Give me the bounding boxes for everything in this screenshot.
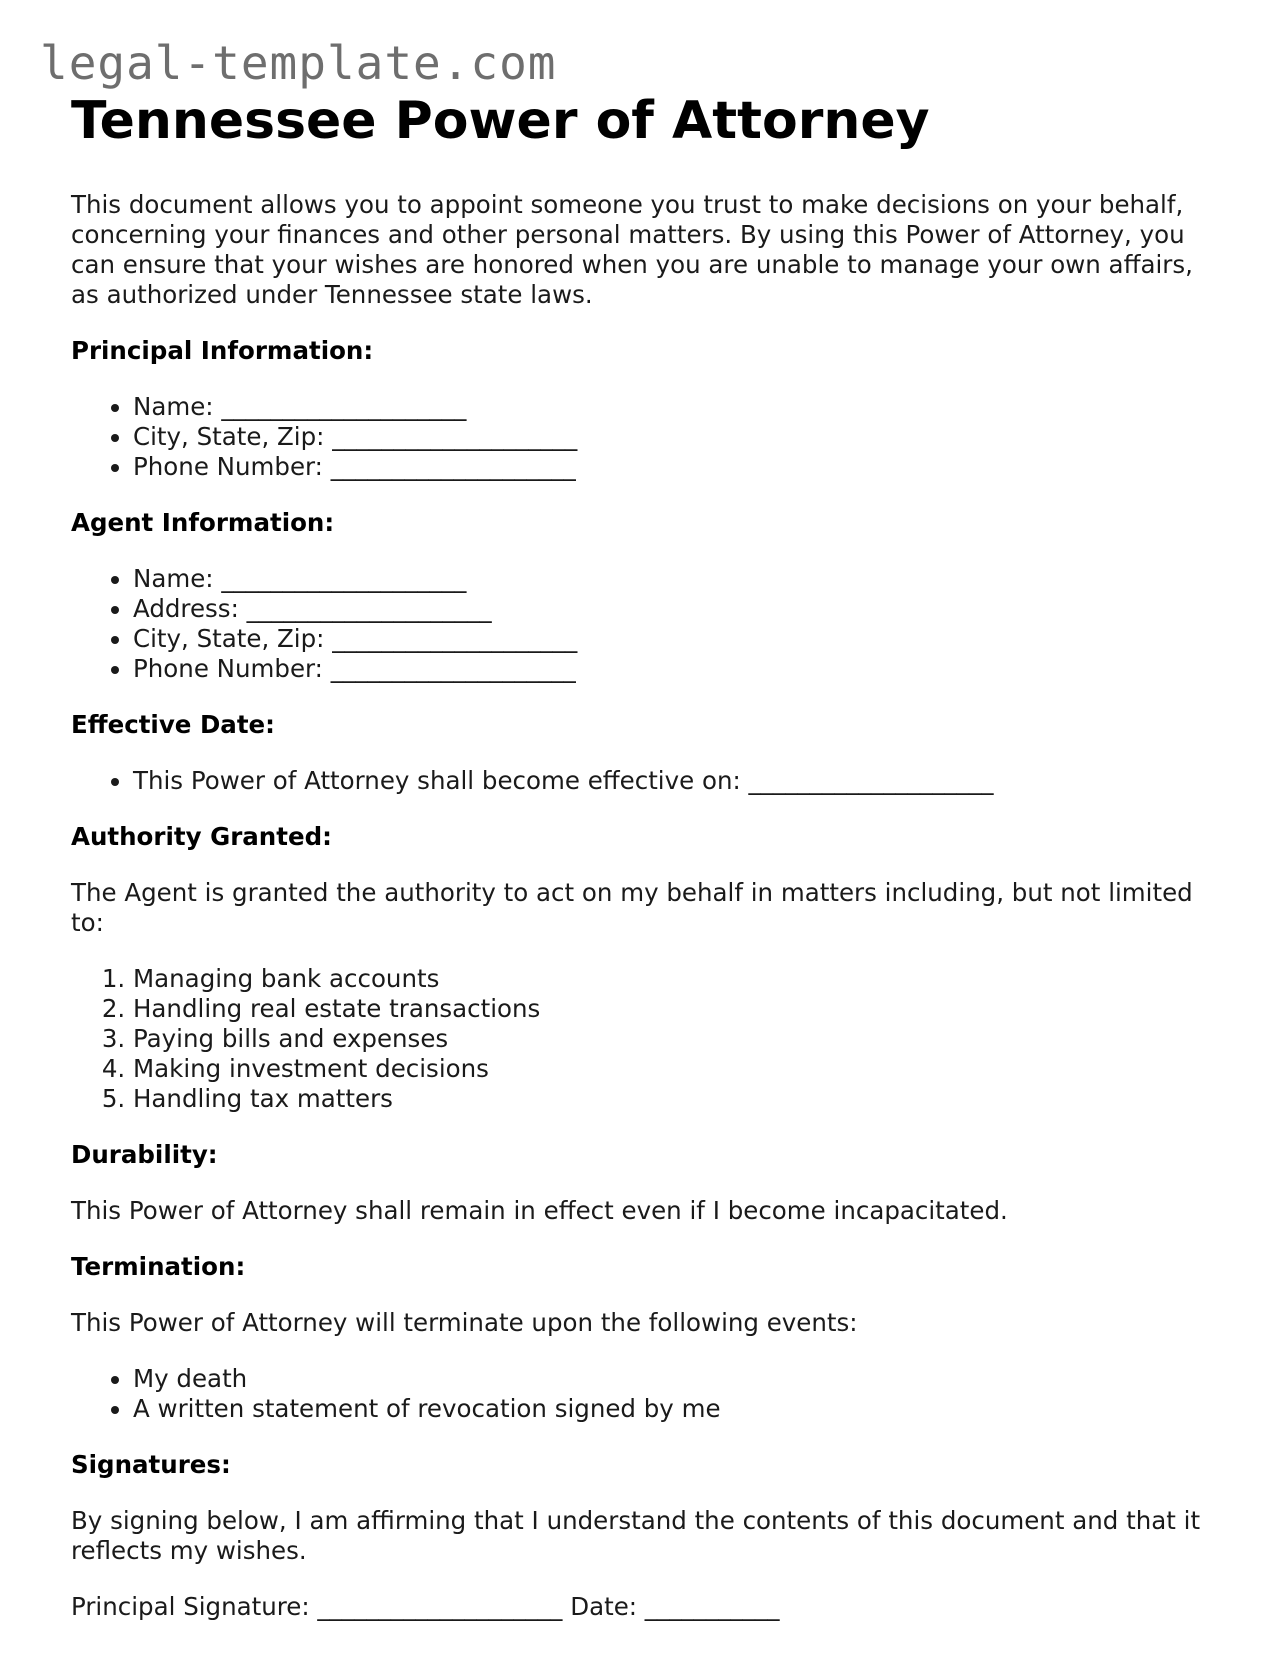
signatures-paragraph: By signing below, I am affirming that I understand the contents of this document and that it reflects my wishes. xyxy=(71,1506,1201,1565)
authority-paragraph: The Agent is granted the authority to act on my behalf in matters including, but not limited to: xyxy=(71,878,1193,937)
durability-heading: Durability: xyxy=(71,1140,218,1169)
termination-item: • My death xyxy=(133,1364,1221,1394)
watermark: legal-template.com xyxy=(40,36,557,90)
agent-city-field: • City, State, Zip: ____________________ xyxy=(133,624,1221,654)
authority-item: 5. Handling tax matters xyxy=(133,1084,1221,1114)
agent-phone-field: • Phone Number: ____________________ xyxy=(133,654,1221,684)
termination-list xyxy=(71,1364,1221,1424)
page-title: Tennessee Power of Attorney xyxy=(71,91,930,151)
effective-date-heading: Effective Date: xyxy=(71,710,275,739)
effective-date-field: • This Power of Attorney shall become effective on: ____________________ xyxy=(133,766,1221,796)
durability-paragraph: This Power of Attorney shall remain in effect even if I become incapacitated. xyxy=(71,1196,1008,1225)
termination-item: • A written statement of revocation signed by me xyxy=(133,1394,1221,1424)
intro-paragraph: This document allows you to appoint someone you trust to make decisions on your behalf, concerning your finances and other personal matters. By using this Power of Attorney, you can ensure that your wishes are honored when you are unable to manage your own affairs, as authorized under Tennessee state laws. xyxy=(71,190,1193,309)
authority-item: 3. Paying bills and expenses xyxy=(133,1024,1221,1054)
authority-heading: Authority Granted: xyxy=(71,822,332,851)
document-page xyxy=(71,90,1221,1622)
principal-phone-field: • Phone Number: ____________________ xyxy=(133,452,1221,482)
signatures-heading: Signatures: xyxy=(71,1450,231,1479)
principal-heading: Principal Information: xyxy=(71,336,374,365)
principal-signature-line: Principal Signature: ____________________ Date: ___________ xyxy=(71,1592,780,1621)
principal-city-field: • City, State, Zip: ____________________ xyxy=(133,422,1221,452)
termination-heading: Termination: xyxy=(71,1252,246,1281)
agent-name-field: • Name: ____________________ xyxy=(133,564,1221,594)
principal-list xyxy=(71,392,1221,482)
agent-list xyxy=(71,564,1221,684)
authority-list xyxy=(71,964,1221,1114)
termination-paragraph: This Power of Attorney will terminate upon the following events: xyxy=(71,1308,858,1337)
agent-address-field: • Address: ____________________ xyxy=(133,594,1221,624)
authority-item: 1. Managing bank accounts xyxy=(133,964,1221,994)
effective-date-list xyxy=(71,766,1221,796)
authority-item: 4. Making investment decisions xyxy=(133,1054,1221,1084)
principal-name-field: • Name: ____________________ xyxy=(133,392,1221,422)
authority-item: 2. Handling real estate transactions xyxy=(133,994,1221,1024)
agent-heading: Agent Information: xyxy=(71,508,335,537)
